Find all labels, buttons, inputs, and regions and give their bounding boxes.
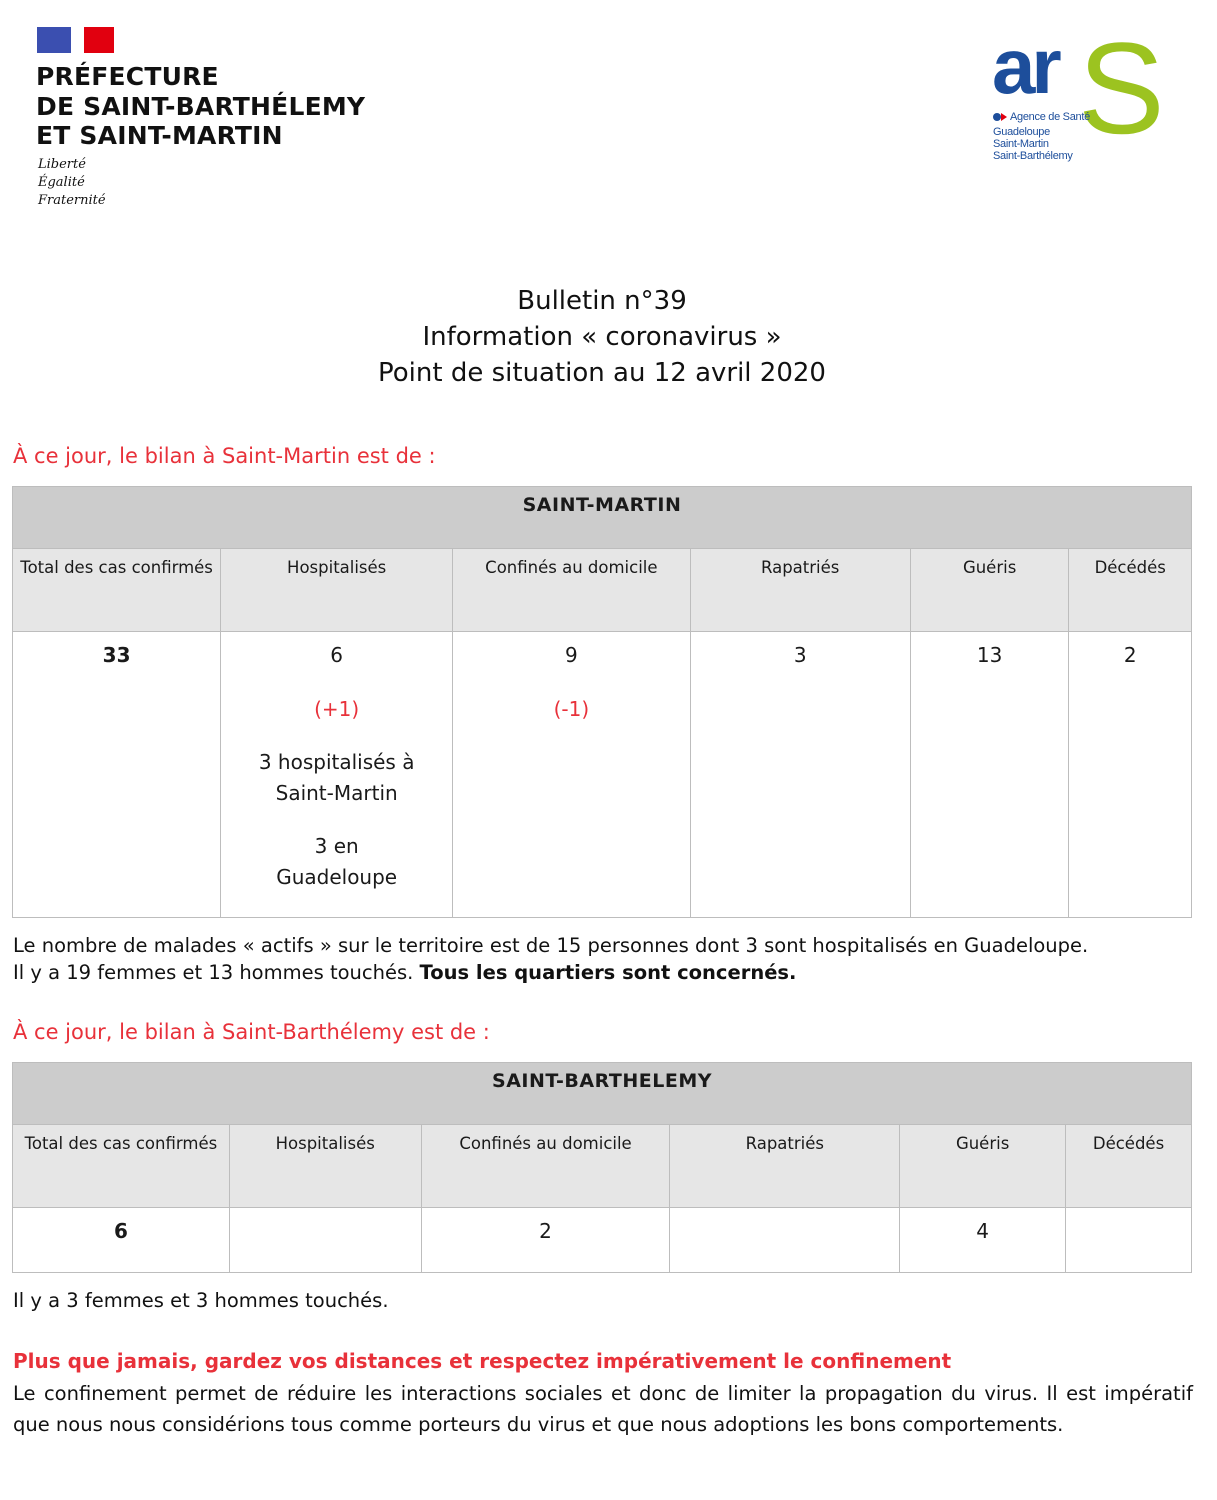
column-header-rapatries: Rapatriés [670,1125,900,1208]
cell-gueris [900,1208,1066,1273]
ars-arrow-icon [1001,113,1007,121]
motto-egalite: Égalité [38,175,85,190]
cell-total [13,632,221,918]
closing-heading: Plus que jamais, gardez vos distances et respectez impérativement le confinement [13,1349,952,1373]
prefecture-title [36,62,365,151]
table-title: SAINT-BARTHELEMY [13,1063,1192,1125]
prefecture-line: DE SAINT-BARTHÉLEMY [36,91,366,121]
value-confines: 9 [564,643,578,667]
column-header-gueris: Guéris [910,549,1069,632]
districts-text: Tous les quartiers sont concernés. [419,961,797,984]
table-row [13,632,1192,918]
saint-martin-heading: À ce jour, le bilan à Saint-Martin est de : [13,444,436,468]
value-total: 6 [113,1219,128,1243]
column-header-total: Total des cas confirmés [13,1125,230,1208]
cell-hospitalises [221,632,453,918]
cell-confines [421,1208,670,1273]
cell-rapatries [690,632,910,918]
column-header-hospitalises: Hospitalisés [229,1125,421,1208]
saint-martin-table [12,486,1192,918]
ars-region: Saint-Barthélemy [993,150,1073,162]
ars-dot-icon [993,113,1001,121]
value-decedes: 2 [1123,643,1137,667]
table-title: SAINT-MARTIN [13,487,1192,549]
bulletin-subject: Information « coronavirus » [422,322,782,352]
cell-decedes [1066,1208,1192,1273]
bulletin-title [0,283,1204,391]
delta-confines: (-1) [553,697,590,721]
cell-gueris [910,632,1069,918]
value-hospitalises: 6 [330,643,344,667]
closing-paragraph: Le confinement permet de réduire les interactions sociales et donc de limiter la propagation du virus. Il est impératif que nous nous considérions tous comme porteurs du virus et que nous adoptions les bons comportements. [13,1382,1193,1436]
marianne-logo [37,27,114,53]
ars-wordmark-ar: ar [992,22,1058,110]
cell-confines [453,632,690,918]
marianne-profile-icon [71,27,84,53]
bulletin-date: Point de situation au 12 avril 2020 [378,358,826,388]
column-header-decedes: Décédés [1069,549,1192,632]
motto-fraternite: Fraternité [38,193,106,208]
ars-region: Guadeloupe [993,126,1050,138]
saint-martin-summary [13,932,1193,986]
active-cases-text: Le nombre de malades « actifs » sur le territoire est de 15 personnes dont 3 sont hospitalisés en Guadeloupe. [13,934,1089,957]
table-row [13,1208,1192,1273]
saint-barthelemy-heading: À ce jour, le bilan à Saint-Barthélemy est de : [13,1020,490,1044]
note-hospitalises-local: 3 hospitalisés à Saint-Martin [258,750,415,805]
delta-hospitalises: (+1) [314,697,360,721]
prefecture-line: PRÉFECTURE [36,62,219,91]
column-header-gueris: Guéris [900,1125,1066,1208]
column-header-confines: Confinés au domicile [453,549,690,632]
value-gueris: 4 [976,1219,989,1243]
gender-breakdown [13,959,1193,986]
saint-barthelemy-table [12,1062,1192,1273]
ars-regions [993,126,1073,162]
value-rapatries: 3 [793,643,807,667]
prefecture-line: ET SAINT-MARTIN [36,121,283,150]
cell-rapatries [670,1208,900,1273]
column-header-hospitalises: Hospitalisés [221,549,453,632]
column-header-rapatries: Rapatriés [690,549,910,632]
flag-red-band [84,27,114,53]
column-header-total: Total des cas confirmés [13,549,221,632]
column-header-decedes: Décédés [1066,1125,1192,1208]
column-header-confines: Confinés au domicile [421,1125,670,1208]
motto-liberte: Liberté [38,157,86,172]
flag-blue-band [37,27,71,53]
value-confines: 2 [539,1219,552,1243]
note-hospitalises-guadeloupe: 3 en Guadeloupe [276,834,398,889]
saint-barthelemy-summary: Il y a 3 femmes et 3 hommes touchés. [13,1289,389,1312]
ars-logo [990,15,1180,175]
value-total: 33 [102,643,131,667]
gender-text: Il y a 19 femmes et 13 hommes touchés. [13,961,420,984]
bulletin-number: Bulletin n°39 [517,286,687,316]
cell-decedes [1069,632,1192,918]
ars-region: Saint-Martin [993,138,1049,150]
ars-agency-text: Agence de Santé [1010,111,1090,123]
ars-wordmark-s: S [1078,15,1165,161]
ars-agency-label [993,111,1090,123]
cell-hospitalises [229,1208,421,1273]
value-gueris: 13 [976,643,1003,667]
cell-total [13,1208,230,1273]
republic-motto [38,156,106,210]
